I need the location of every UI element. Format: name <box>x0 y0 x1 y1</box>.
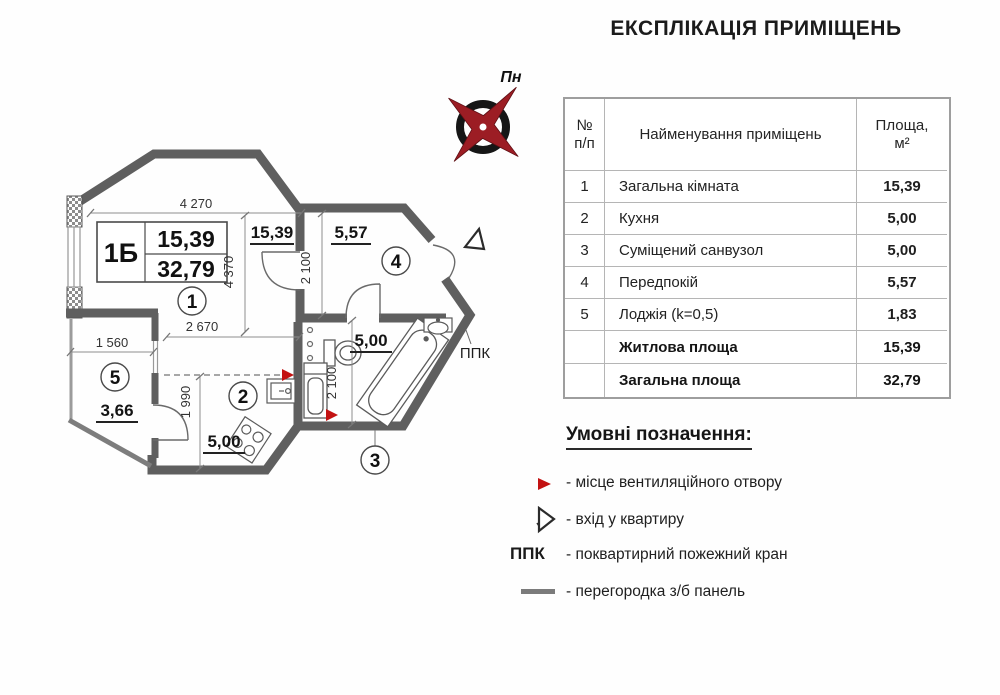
page-title: ЕКСПЛІКАЦІЯ ПРИМІЩЕНЬ <box>610 17 902 40</box>
dim-1560: 1 560 <box>95 335 129 350</box>
row-area: 1,83 <box>857 299 947 331</box>
dim-2100-hall: 2 100 <box>298 251 313 285</box>
dim-2670: 2 670 <box>185 319 219 334</box>
row-area: 5,00 <box>857 203 947 235</box>
col-header-no: № п/п <box>565 99 605 171</box>
room1-area-label: 15,39 <box>250 223 294 242</box>
col-header-name: Найменування приміщень <box>605 99 857 171</box>
row-name: Кухня <box>605 203 857 235</box>
dim-2100-bath: 2 100 <box>324 366 339 400</box>
explication-table <box>563 97 951 399</box>
compass-north-label: Пн <box>500 69 522 86</box>
room3-number: 3 <box>369 451 381 472</box>
window-room1 <box>68 227 80 287</box>
col-header-area: Площа, м² <box>857 99 947 171</box>
kitchen-sink <box>267 379 295 403</box>
legend-heading: Умовні позначення: <box>566 424 752 450</box>
apartment-tag <box>97 222 227 282</box>
total-row-area: 15,39 <box>857 331 947 364</box>
towel-hooks <box>308 328 313 361</box>
row-no: 4 <box>565 267 605 299</box>
row-name: Загальна кімната <box>605 171 857 203</box>
tag-total-area: 32,79 <box>157 256 215 282</box>
row-name: Лоджія (k=0,5) <box>605 299 857 331</box>
room3-area-label: 5,00 <box>354 331 388 350</box>
floor-plan-drawing <box>0 0 560 520</box>
legend-partition-label: - перегородка з/б панель <box>566 583 746 600</box>
room2-area-label: 5,00 <box>207 432 241 451</box>
dim-4270: 4 270 <box>179 196 213 211</box>
total-row-no <box>565 364 605 397</box>
ppk-label: ППК <box>459 345 491 362</box>
dim-1990: 1 990 <box>178 385 193 419</box>
legend-vent-label: - місце вентиляційного отвору <box>566 474 783 491</box>
row-no: 5 <box>565 299 605 331</box>
bathroom-sink <box>424 318 452 334</box>
legend-ppk-label: - поквартирний пожежний кран <box>566 546 788 563</box>
room4-number: 4 <box>390 252 402 273</box>
apartment-type: 1Б <box>103 238 139 268</box>
row-no: 3 <box>565 235 605 267</box>
row-area: 15,39 <box>857 171 947 203</box>
row-name: Передпокій <box>605 267 857 299</box>
row-area: 5,00 <box>857 235 947 267</box>
dim-4370: 4 370 <box>221 255 236 289</box>
legend-vent-triangle-icon <box>537 477 553 491</box>
legend-entry-arrow-icon <box>536 506 558 534</box>
total-row-area: 32,79 <box>883 372 921 389</box>
row-no: 2 <box>565 203 605 235</box>
entry-arrow-icon <box>465 229 484 249</box>
room1-number: 1 <box>186 292 198 313</box>
ppk-leader <box>466 330 471 344</box>
total-row-name: Житлова площа <box>605 331 857 364</box>
row-name: Суміщений санвузол <box>605 235 857 267</box>
legend-partition-line-icon <box>521 589 555 594</box>
total-row-no <box>565 331 605 364</box>
total-row-name: Загальна площа <box>605 364 857 397</box>
room4-area-label: 5,57 <box>334 223 368 242</box>
tag-living-area: 15,39 <box>157 226 215 252</box>
vent-marker-bathroom-icon <box>326 409 338 421</box>
legend-entry-label: - вхід у квартиру <box>566 511 684 528</box>
room5-number: 5 <box>109 368 121 389</box>
legend-ppk-symbol: ППК <box>510 544 545 563</box>
room5-area-label: 3,66 <box>100 401 134 420</box>
row-no: 1 <box>565 171 605 203</box>
row-area: 5,57 <box>857 267 947 299</box>
compass-rose <box>420 58 552 191</box>
room2-number: 2 <box>237 387 249 408</box>
